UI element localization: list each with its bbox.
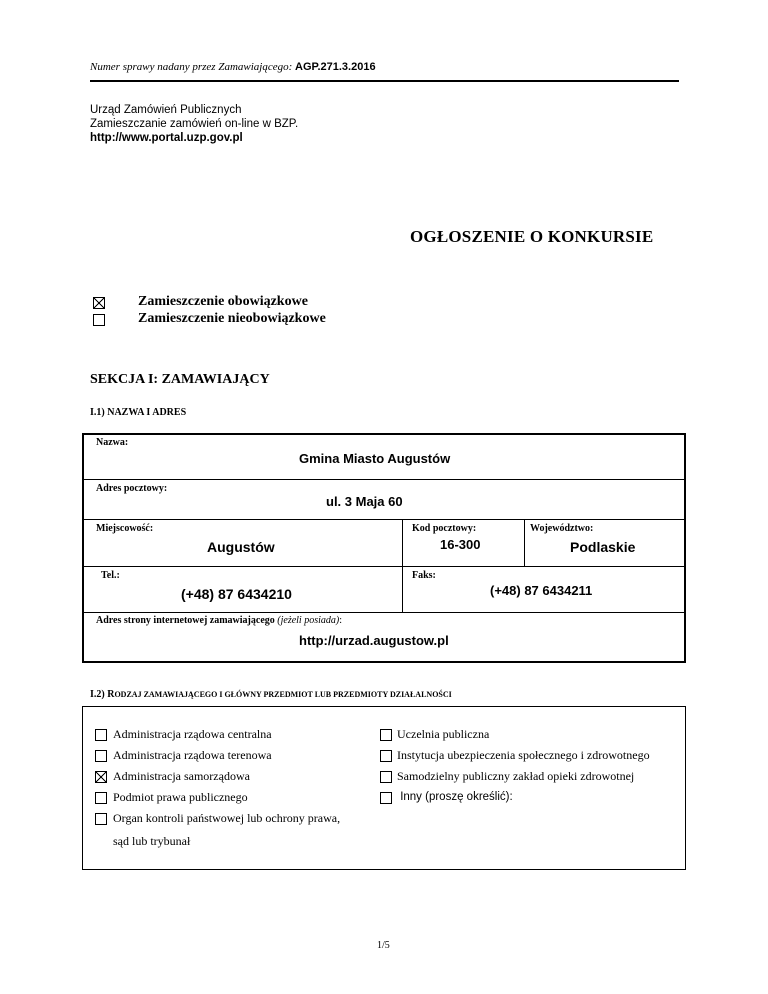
header-rule [90, 80, 679, 82]
zip-label: Kod pocztowy: [412, 523, 477, 534]
optional-checkbox[interactable] [93, 314, 105, 326]
fax-value: (+48) 87 6434211 [490, 583, 593, 598]
region-label: Województwo: [530, 523, 594, 534]
option-label-university: Uczelnia publiczna [397, 727, 490, 741]
mandatory-label: Zamieszczenie obowiązkowe [138, 294, 308, 309]
tel-label: Tel.: [101, 570, 120, 581]
option-label-state-control-cont: sąd lub trybunał [113, 834, 191, 848]
postal-address-value: ul. 3 Maja 60 [326, 494, 403, 509]
org-url: http://www.portal.uzp.gov.pl [90, 132, 243, 144]
page-number: 1/5 [377, 940, 390, 951]
tel-value: (+48) 87 6434210 [181, 586, 292, 602]
option-checkbox-social-insurance[interactable] [380, 750, 392, 762]
website-label: Adres strony internetowej zamawiającego (jeżeli posiada): [96, 615, 342, 626]
option-label-social-insurance: Instytucja ubezpieczenia społecznego i zdrowotnego [397, 748, 650, 762]
option-checkbox-university[interactable] [380, 729, 392, 741]
case-number-line [90, 61, 376, 73]
mandatory-checkbox[interactable] [93, 297, 105, 309]
section-title: SEKCJA I: ZAMAWIAJĄCY [90, 372, 270, 387]
option-checkbox-gov-central[interactable] [95, 729, 107, 741]
option-checkbox-gov-regional[interactable] [95, 750, 107, 762]
city-value: Augustów [207, 539, 275, 555]
org-service: Zamieszczanie zamówień on-line w BZP. [90, 118, 299, 130]
postal-address-label: Adres pocztowy: [96, 483, 168, 494]
region-value: Podlaskie [570, 539, 636, 555]
zip-value: 16-300 [440, 537, 481, 552]
name-value: Gmina Miasto Augustów [299, 451, 451, 466]
option-checkbox-healthcare[interactable] [380, 771, 392, 783]
option-label-healthcare: Samodzielny publiczny zakład opieki zdrowotnej [397, 769, 635, 783]
option-checkbox-other[interactable] [380, 792, 392, 804]
city-label: Miejscowość: [96, 523, 154, 534]
name-label: Nazwa: [96, 437, 129, 448]
option-label-public-law: Podmiot prawa publicznego [113, 790, 248, 804]
website-value: http://urzad.augustow.pl [299, 633, 449, 648]
option-checkbox-public-law[interactable] [95, 792, 107, 804]
option-label-gov-regional: Administracja rządowa terenowa [113, 748, 272, 762]
case-number: AGP.271.3.2016 [295, 61, 376, 73]
option-label-other: Inny (proszę określić): [397, 791, 513, 803]
option-label-local-gov: Administracja samorządowa [113, 769, 250, 783]
fax-label: Faks: [412, 570, 436, 581]
option-label-state-control: Organ kontroli państwowej lub ochrony prawa, [113, 811, 341, 825]
subsection-name-address: I.1) NAZWA I ADRES [90, 407, 187, 418]
page-title: OGŁOSZENIE O KONKURSIE [410, 227, 654, 246]
org-name: Urząd Zamówień Publicznych [90, 104, 242, 116]
subsection-contracting-type: I.2) RODZAJ ZAMAWIAJĄCEGO I GŁÓWNY PRZEDMIOT LUB PRZEDMIOTY DZIAŁALNOŚCI [90, 689, 452, 700]
case-number-label: Numer sprawy nadany przez Zamawiającego: [90, 61, 293, 73]
option-label-gov-central: Administracja rządowa centralna [113, 727, 272, 741]
option-checkbox-state-control[interactable] [95, 813, 107, 825]
optional-label: Zamieszczenie nieobowiązkowe [138, 311, 326, 326]
option-checkbox-local-gov[interactable] [95, 771, 107, 783]
